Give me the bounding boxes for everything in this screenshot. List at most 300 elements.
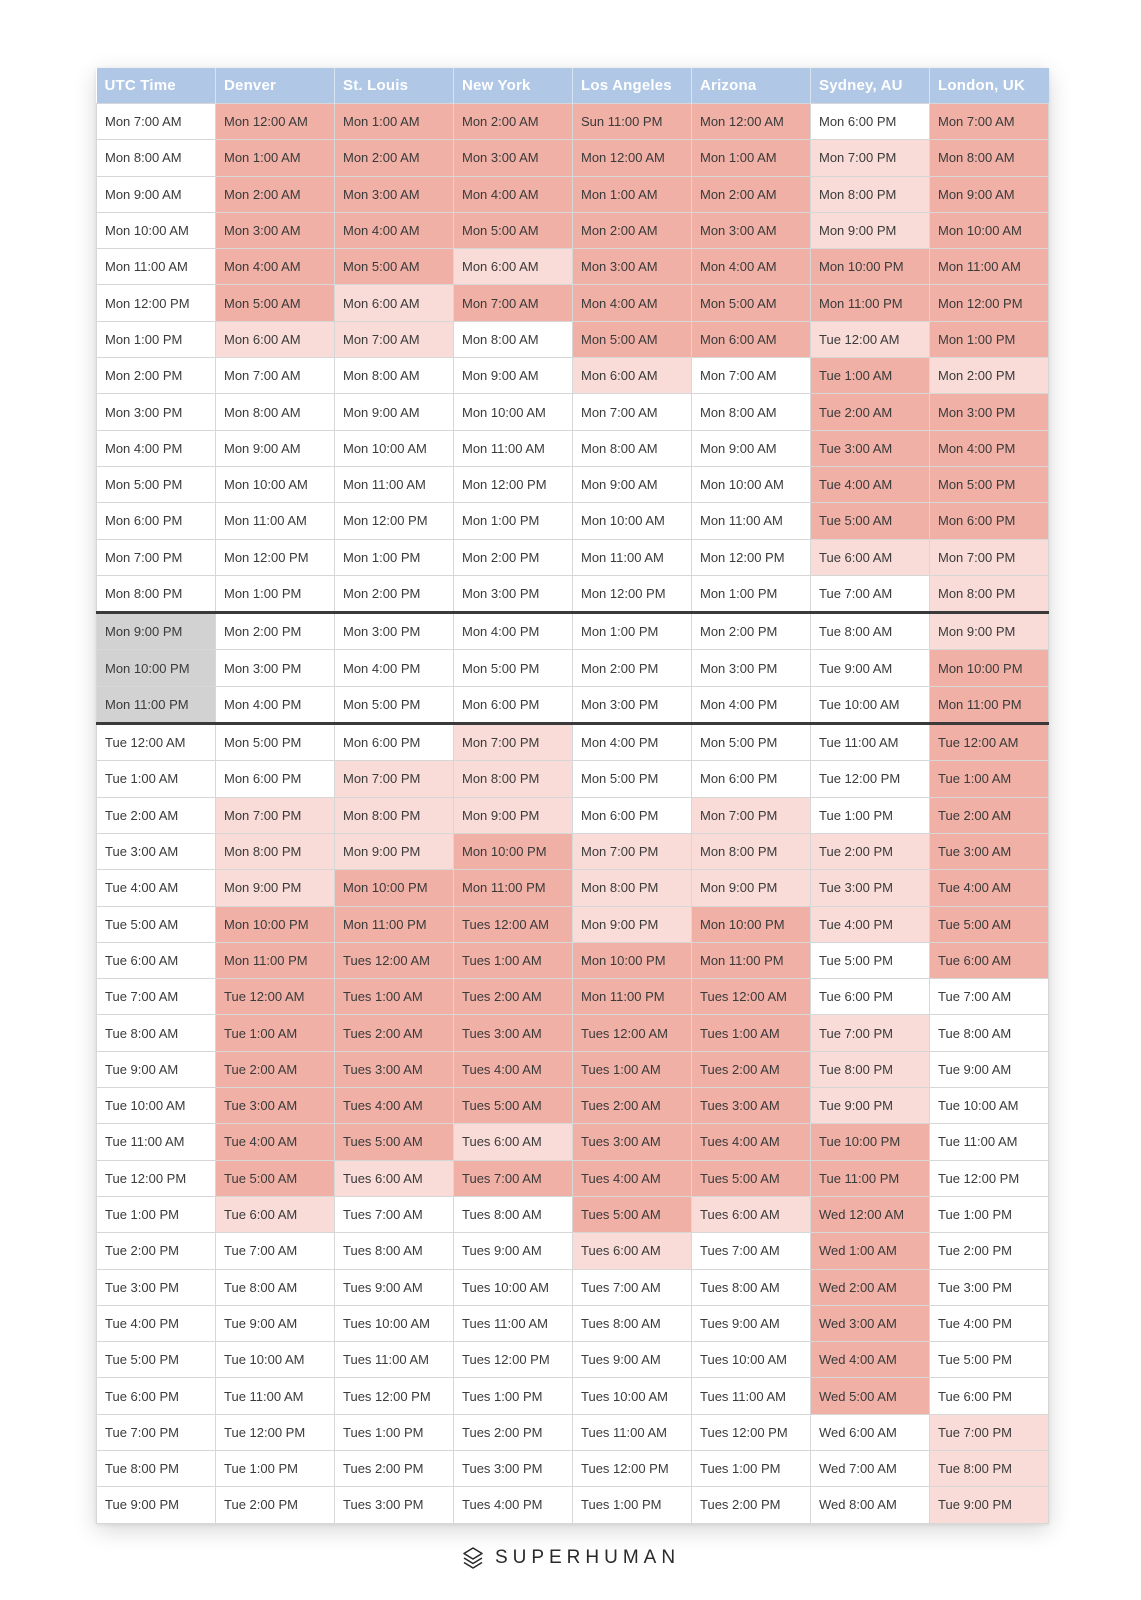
table-row [97, 613, 1049, 650]
local-time-cell: Tue 8:00 PM [930, 1450, 1049, 1486]
local-time-cell: Tue 2:00 AM [930, 797, 1049, 833]
table-row [97, 833, 1049, 869]
utc-time-cell: Tue 6:00 AM [97, 942, 216, 978]
utc-time-cell: Mon 12:00 PM [97, 285, 216, 321]
local-time-cell: Tues 3:00 AM [335, 1051, 454, 1087]
local-time-cell: Mon 6:00 AM [692, 321, 811, 357]
table-row [97, 104, 1049, 140]
local-time-cell: Mon 10:00 AM [692, 466, 811, 502]
local-time-cell: Wed 7:00 AM [811, 1450, 930, 1486]
local-time-cell: Tues 1:00 AM [335, 979, 454, 1015]
table-row [97, 358, 1049, 394]
local-time-cell: Mon 5:00 AM [335, 249, 454, 285]
utc-time-cell: Tue 12:00 AM [97, 724, 216, 761]
table-row [97, 503, 1049, 539]
local-time-cell: Mon 1:00 AM [335, 104, 454, 140]
local-time-cell: Tue 7:00 AM [811, 575, 930, 612]
local-time-cell: Mon 10:00 AM [454, 394, 573, 430]
utc-time-cell: Tue 4:00 PM [97, 1305, 216, 1341]
local-time-cell: Tues 4:00 AM [573, 1160, 692, 1196]
local-time-cell: Mon 2:00 PM [692, 613, 811, 650]
local-time-cell: Mon 8:00 PM [335, 797, 454, 833]
utc-time-cell: Mon 11:00 AM [97, 249, 216, 285]
local-time-cell: Tue 10:00 PM [811, 1124, 930, 1160]
local-time-cell: Mon 2:00 AM [216, 176, 335, 212]
local-time-cell: Tue 4:00 PM [811, 906, 930, 942]
table-row [97, 1015, 1049, 1051]
local-time-cell: Mon 8:00 PM [216, 833, 335, 869]
local-time-cell: Mon 6:00 AM [454, 249, 573, 285]
local-time-cell: Mon 9:00 PM [930, 613, 1049, 650]
local-time-cell: Tue 5:00 PM [811, 942, 930, 978]
local-time-cell: Tue 7:00 PM [811, 1015, 930, 1051]
header-utc-time: UTC Time [97, 68, 216, 104]
local-time-cell: Tue 9:00 AM [216, 1305, 335, 1341]
local-time-cell: Tue 12:00 AM [216, 979, 335, 1015]
utc-time-cell: Tue 10:00 AM [97, 1088, 216, 1124]
local-time-cell: Mon 6:00 PM [692, 761, 811, 797]
utc-time-cell: Tue 3:00 AM [97, 833, 216, 869]
local-time-cell: Mon 2:00 PM [216, 613, 335, 650]
local-time-cell: Tue 8:00 PM [811, 1051, 930, 1087]
utc-time-cell: Mon 1:00 PM [97, 321, 216, 357]
local-time-cell: Tues 4:00 PM [454, 1487, 573, 1523]
local-time-cell: Sun 11:00 PM [573, 104, 692, 140]
header-new-york: New York [454, 68, 573, 104]
local-time-cell: Mon 3:00 AM [454, 140, 573, 176]
local-time-cell: Mon 3:00 AM [335, 176, 454, 212]
local-time-cell: Tue 2:00 AM [811, 394, 930, 430]
table-row [97, 1088, 1049, 1124]
local-time-cell: Mon 1:00 PM [454, 503, 573, 539]
local-time-cell: Mon 8:00 PM [930, 575, 1049, 612]
local-time-cell: Mon 4:00 AM [692, 249, 811, 285]
local-time-cell: Mon 2:00 AM [335, 140, 454, 176]
local-time-cell: Tue 11:00 AM [216, 1378, 335, 1414]
utc-time-cell: Mon 2:00 PM [97, 358, 216, 394]
local-time-cell: Mon 4:00 PM [930, 430, 1049, 466]
local-time-cell: Mon 8:00 AM [573, 430, 692, 466]
local-time-cell: Tues 5:00 AM [692, 1160, 811, 1196]
local-time-cell: Tue 11:00 AM [811, 724, 930, 761]
local-time-cell: Mon 6:00 PM [573, 797, 692, 833]
local-time-cell: Tues 10:00 AM [335, 1305, 454, 1341]
local-time-cell: Mon 5:00 PM [930, 466, 1049, 502]
utc-time-cell: Tue 5:00 PM [97, 1342, 216, 1378]
local-time-cell: Tue 1:00 PM [811, 797, 930, 833]
table-row [97, 1124, 1049, 1160]
local-time-cell: Mon 10:00 PM [335, 870, 454, 906]
local-time-cell: Tues 1:00 PM [692, 1450, 811, 1486]
local-time-cell: Tue 3:00 PM [811, 870, 930, 906]
header-los-angeles: Los Angeles [573, 68, 692, 104]
local-time-cell: Mon 9:00 AM [454, 358, 573, 394]
local-time-cell: Tues 3:00 AM [692, 1088, 811, 1124]
local-time-cell: Tue 4:00 PM [930, 1305, 1049, 1341]
local-time-cell: Mon 4:00 AM [216, 249, 335, 285]
local-time-cell: Mon 6:00 AM [335, 285, 454, 321]
local-time-cell: Tue 5:00 AM [216, 1160, 335, 1196]
local-time-cell: Mon 5:00 AM [573, 321, 692, 357]
table-row [97, 906, 1049, 942]
utc-time-cell: Mon 10:00 AM [97, 212, 216, 248]
table-row [97, 394, 1049, 430]
local-time-cell: Tue 11:00 PM [811, 1160, 930, 1196]
local-time-cell: Tue 7:00 PM [930, 1414, 1049, 1450]
local-time-cell: Tue 8:00 AM [811, 613, 930, 650]
local-time-cell: Tues 3:00 PM [335, 1487, 454, 1523]
local-time-cell: Tues 8:00 AM [454, 1196, 573, 1232]
brand-name: SUPERHUMAN [494, 1547, 681, 1568]
local-time-cell: Mon 4:00 PM [573, 724, 692, 761]
local-time-cell: Mon 12:00 PM [692, 539, 811, 575]
local-time-cell: Mon 10:00 PM [811, 249, 930, 285]
local-time-cell: Mon 10:00 AM [930, 212, 1049, 248]
local-time-cell: Mon 5:00 PM [573, 761, 692, 797]
utc-time-cell: Tue 7:00 AM [97, 979, 216, 1015]
table-row [97, 1450, 1049, 1486]
local-time-cell: Tues 8:00 AM [692, 1269, 811, 1305]
local-time-cell: Mon 10:00 AM [216, 466, 335, 502]
local-time-cell: Tues 7:00 AM [335, 1196, 454, 1232]
table-row [97, 1487, 1049, 1523]
local-time-cell: Mon 9:00 PM [573, 906, 692, 942]
local-time-cell: Mon 1:00 PM [692, 575, 811, 612]
local-time-cell: Tues 7:00 AM [692, 1233, 811, 1269]
local-time-cell: Mon 8:00 AM [692, 394, 811, 430]
local-time-cell: Mon 3:00 PM [454, 575, 573, 612]
local-time-cell: Mon 2:00 PM [573, 650, 692, 686]
local-time-cell: Tues 3:00 PM [454, 1450, 573, 1486]
local-time-cell: Wed 4:00 AM [811, 1342, 930, 1378]
table-row [97, 539, 1049, 575]
local-time-cell: Tues 1:00 PM [573, 1487, 692, 1523]
table-row [97, 686, 1049, 723]
local-time-cell: Tue 9:00 AM [811, 650, 930, 686]
local-time-cell: Tue 11:00 AM [930, 1124, 1049, 1160]
local-time-cell: Mon 11:00 PM [573, 979, 692, 1015]
local-time-cell: Mon 1:00 AM [573, 176, 692, 212]
local-time-cell: Mon 8:00 AM [454, 321, 573, 357]
local-time-cell: Mon 7:00 PM [335, 761, 454, 797]
local-time-cell: Tue 1:00 PM [216, 1450, 335, 1486]
local-time-cell: Mon 6:00 PM [811, 104, 930, 140]
local-time-cell: Mon 3:00 AM [573, 249, 692, 285]
local-time-cell: Mon 12:00 PM [573, 575, 692, 612]
utc-time-cell: Mon 3:00 PM [97, 394, 216, 430]
local-time-cell: Mon 3:00 PM [216, 650, 335, 686]
local-time-cell: Wed 2:00 AM [811, 1269, 930, 1305]
table-row [97, 979, 1049, 1015]
local-time-cell: Mon 3:00 AM [692, 212, 811, 248]
local-time-cell: Tue 8:00 AM [216, 1269, 335, 1305]
local-time-cell: Mon 5:00 PM [692, 724, 811, 761]
table-row [97, 1342, 1049, 1378]
header-st-louis: St. Louis [335, 68, 454, 104]
local-time-cell: Mon 8:00 PM [811, 176, 930, 212]
table-row [97, 249, 1049, 285]
table-row [97, 176, 1049, 212]
local-time-cell: Tues 12:00 PM [573, 1450, 692, 1486]
local-time-cell: Mon 5:00 PM [454, 650, 573, 686]
table-row [97, 797, 1049, 833]
local-time-cell: Wed 5:00 AM [811, 1378, 930, 1414]
local-time-cell: Wed 8:00 AM [811, 1487, 930, 1523]
local-time-cell: Mon 8:00 AM [335, 358, 454, 394]
local-time-cell: Mon 5:00 AM [216, 285, 335, 321]
local-time-cell: Tues 12:00 AM [454, 906, 573, 942]
table-row [97, 1414, 1049, 1450]
local-time-cell: Mon 7:00 AM [573, 394, 692, 430]
local-time-cell: Tue 10:00 AM [216, 1342, 335, 1378]
local-time-cell: Mon 9:00 AM [930, 176, 1049, 212]
local-time-cell: Tues 11:00 AM [573, 1414, 692, 1450]
local-time-cell: Tues 9:00 AM [573, 1342, 692, 1378]
local-time-cell: Tue 8:00 AM [930, 1015, 1049, 1051]
local-time-cell: Tues 1:00 PM [335, 1414, 454, 1450]
utc-time-cell: Tue 12:00 PM [97, 1160, 216, 1196]
local-time-cell: Tue 12:00 AM [930, 724, 1049, 761]
local-time-cell: Mon 7:00 PM [811, 140, 930, 176]
local-time-cell: Tue 4:00 AM [811, 466, 930, 502]
local-time-cell: Tue 4:00 AM [216, 1124, 335, 1160]
utc-time-cell: Mon 9:00 PM [97, 613, 216, 650]
utc-time-cell: Mon 8:00 AM [97, 140, 216, 176]
local-time-cell: Tues 2:00 AM [692, 1051, 811, 1087]
local-time-cell: Mon 6:00 AM [216, 321, 335, 357]
local-time-cell: Tues 6:00 AM [454, 1124, 573, 1160]
local-time-cell: Tue 7:00 AM [216, 1233, 335, 1269]
local-time-cell: Tues 11:00 AM [692, 1378, 811, 1414]
local-time-cell: Tue 12:00 PM [216, 1414, 335, 1450]
utc-time-cell: Tue 5:00 AM [97, 906, 216, 942]
local-time-cell: Mon 9:00 AM [216, 430, 335, 466]
local-time-cell: Mon 2:00 AM [454, 104, 573, 140]
local-time-cell: Tue 4:00 AM [930, 870, 1049, 906]
local-time-cell: Mon 11:00 PM [454, 870, 573, 906]
local-time-cell: Tue 12:00 PM [930, 1160, 1049, 1196]
local-time-cell: Mon 12:00 PM [454, 466, 573, 502]
local-time-cell: Tue 2:00 PM [811, 833, 930, 869]
local-time-cell: Mon 11:00 AM [573, 539, 692, 575]
local-time-cell: Mon 6:00 PM [454, 686, 573, 723]
local-time-cell: Mon 7:00 PM [692, 797, 811, 833]
utc-time-cell: Mon 9:00 AM [97, 176, 216, 212]
local-time-cell: Mon 5:00 AM [692, 285, 811, 321]
local-time-cell: Mon 9:00 PM [692, 870, 811, 906]
local-time-cell: Tues 3:00 AM [573, 1124, 692, 1160]
local-time-cell: Tues 10:00 AM [692, 1342, 811, 1378]
local-time-cell: Tues 12:00 PM [692, 1414, 811, 1450]
table-row [97, 650, 1049, 686]
local-time-cell: Mon 1:00 PM [216, 575, 335, 612]
local-time-cell: Tue 5:00 PM [930, 1342, 1049, 1378]
utc-time-cell: Tue 4:00 AM [97, 870, 216, 906]
utc-time-cell: Tue 8:00 AM [97, 1015, 216, 1051]
local-time-cell: Tue 10:00 AM [930, 1088, 1049, 1124]
local-time-cell: Mon 8:00 PM [692, 833, 811, 869]
local-time-cell: Mon 11:00 AM [930, 249, 1049, 285]
local-time-cell: Tues 5:00 AM [454, 1088, 573, 1124]
local-time-cell: Mon 9:00 AM [335, 394, 454, 430]
utc-time-cell: Mon 4:00 PM [97, 430, 216, 466]
local-time-cell: Mon 10:00 PM [692, 906, 811, 942]
local-time-cell: Mon 9:00 AM [692, 430, 811, 466]
local-time-cell: Mon 11:00 AM [216, 503, 335, 539]
local-time-cell: Tue 1:00 AM [930, 761, 1049, 797]
local-time-cell: Mon 2:00 PM [335, 575, 454, 612]
superhuman-logo-icon [461, 1546, 485, 1570]
local-time-cell: Tue 5:00 AM [811, 503, 930, 539]
local-time-cell: Wed 3:00 AM [811, 1305, 930, 1341]
table-row [97, 285, 1049, 321]
local-time-cell: Mon 10:00 AM [573, 503, 692, 539]
local-time-cell: Tues 2:00 AM [454, 979, 573, 1015]
table-row [97, 1051, 1049, 1087]
header-row [97, 68, 1049, 104]
utc-time-cell: Mon 7:00 PM [97, 539, 216, 575]
local-time-cell: Mon 11:00 AM [454, 430, 573, 466]
local-time-cell: Mon 10:00 PM [454, 833, 573, 869]
local-time-cell: Mon 12:00 AM [692, 104, 811, 140]
local-time-cell: Tues 5:00 AM [335, 1124, 454, 1160]
local-time-cell: Tues 6:00 AM [335, 1160, 454, 1196]
local-time-cell: Mon 12:00 AM [216, 104, 335, 140]
local-time-cell: Mon 4:00 AM [573, 285, 692, 321]
local-time-cell: Mon 8:00 AM [930, 140, 1049, 176]
local-time-cell: Mon 7:00 PM [573, 833, 692, 869]
table-row [97, 1269, 1049, 1305]
local-time-cell: Mon 4:00 PM [692, 686, 811, 723]
local-time-cell: Mon 10:00 PM [573, 942, 692, 978]
local-time-cell: Tues 10:00 AM [573, 1378, 692, 1414]
local-time-cell: Tues 1:00 PM [454, 1378, 573, 1414]
local-time-cell: Mon 4:00 PM [335, 650, 454, 686]
local-time-cell: Mon 7:00 AM [335, 321, 454, 357]
local-time-cell: Tues 12:00 AM [573, 1015, 692, 1051]
utc-time-cell: Tue 7:00 PM [97, 1414, 216, 1450]
header-london: London, UK [930, 68, 1049, 104]
local-time-cell: Mon 3:00 PM [573, 686, 692, 723]
local-time-cell: Mon 3:00 PM [930, 394, 1049, 430]
header-arizona: Arizona [692, 68, 811, 104]
local-time-cell: Tues 11:00 AM [454, 1305, 573, 1341]
local-time-cell: Tues 9:00 AM [335, 1269, 454, 1305]
utc-time-cell: Tue 1:00 AM [97, 761, 216, 797]
table-row [97, 140, 1049, 176]
header-denver: Denver [216, 68, 335, 104]
local-time-cell: Mon 3:00 AM [216, 212, 335, 248]
table-row [97, 1305, 1049, 1341]
utc-time-cell: Tue 6:00 PM [97, 1378, 216, 1414]
local-time-cell: Tue 1:00 PM [930, 1196, 1049, 1232]
local-time-cell: Tues 11:00 AM [335, 1342, 454, 1378]
local-time-cell: Tues 1:00 AM [454, 942, 573, 978]
table-row [97, 724, 1049, 761]
table-row [97, 575, 1049, 612]
local-time-cell: Mon 9:00 PM [335, 833, 454, 869]
timezone-table [96, 68, 1049, 1524]
local-time-cell: Tue 2:00 AM [216, 1051, 335, 1087]
utc-time-cell: Mon 7:00 AM [97, 104, 216, 140]
local-time-cell: Tues 7:00 AM [454, 1160, 573, 1196]
local-time-cell: Mon 7:00 AM [692, 358, 811, 394]
local-time-cell: Tue 3:00 AM [811, 430, 930, 466]
local-time-cell: Mon 11:00 PM [692, 942, 811, 978]
local-time-cell: Mon 7:00 AM [930, 104, 1049, 140]
local-time-cell: Mon 9:00 PM [454, 797, 573, 833]
utc-time-cell: Tue 9:00 AM [97, 1051, 216, 1087]
local-time-cell: Mon 9:00 AM [573, 466, 692, 502]
utc-time-cell: Tue 8:00 PM [97, 1450, 216, 1486]
local-time-cell: Tue 6:00 AM [930, 942, 1049, 978]
local-time-cell: Tue 9:00 PM [930, 1487, 1049, 1523]
local-time-cell: Mon 2:00 AM [692, 176, 811, 212]
local-time-cell: Mon 10:00 PM [216, 906, 335, 942]
local-time-cell: Tue 6:00 PM [930, 1378, 1049, 1414]
local-time-cell: Mon 1:00 PM [573, 613, 692, 650]
local-time-cell: Mon 12:00 PM [216, 539, 335, 575]
local-time-cell: Tue 6:00 AM [216, 1196, 335, 1232]
local-time-cell: Tues 12:00 PM [454, 1342, 573, 1378]
local-time-cell: Mon 7:00 PM [930, 539, 1049, 575]
local-time-cell: Mon 11:00 PM [811, 285, 930, 321]
local-time-cell: Tues 2:00 PM [335, 1450, 454, 1486]
local-time-cell: Tues 9:00 AM [454, 1233, 573, 1269]
local-time-cell: Mon 9:00 PM [216, 870, 335, 906]
local-time-cell: Mon 7:00 AM [454, 285, 573, 321]
local-time-cell: Tue 3:00 AM [216, 1088, 335, 1124]
local-time-cell: Mon 9:00 PM [811, 212, 930, 248]
table-row [97, 466, 1049, 502]
local-time-cell: Mon 2:00 PM [454, 539, 573, 575]
local-time-cell: Tues 3:00 AM [454, 1015, 573, 1051]
local-time-cell: Mon 11:00 PM [216, 942, 335, 978]
local-time-cell: Tue 10:00 AM [811, 686, 930, 723]
local-time-cell: Tue 3:00 AM [930, 833, 1049, 869]
local-time-cell: Mon 2:00 AM [573, 212, 692, 248]
local-time-cell: Tues 4:00 AM [454, 1051, 573, 1087]
local-time-cell: Mon 11:00 PM [335, 906, 454, 942]
local-time-cell: Mon 6:00 PM [930, 503, 1049, 539]
local-time-cell: Tue 6:00 AM [811, 539, 930, 575]
local-time-cell: Tues 1:00 AM [573, 1051, 692, 1087]
local-time-cell: Tue 9:00 AM [930, 1051, 1049, 1087]
utc-time-cell: Mon 8:00 PM [97, 575, 216, 612]
local-time-cell: Mon 7:00 PM [454, 724, 573, 761]
utc-time-cell: Tue 11:00 AM [97, 1124, 216, 1160]
local-time-cell: Mon 3:00 PM [692, 650, 811, 686]
local-time-cell: Mon 6:00 PM [216, 761, 335, 797]
local-time-cell: Mon 10:00 PM [930, 650, 1049, 686]
local-time-cell: Mon 2:00 PM [930, 358, 1049, 394]
timezone-table-container [96, 68, 1049, 1524]
utc-time-cell: Mon 10:00 PM [97, 650, 216, 686]
local-time-cell: Mon 5:00 PM [335, 686, 454, 723]
local-time-cell: Tues 12:00 AM [335, 942, 454, 978]
table-row [97, 870, 1049, 906]
local-time-cell: Tue 2:00 PM [930, 1233, 1049, 1269]
local-time-cell: Tues 8:00 AM [335, 1233, 454, 1269]
local-time-cell: Mon 11:00 AM [335, 466, 454, 502]
utc-time-cell: Tue 1:00 PM [97, 1196, 216, 1232]
local-time-cell: Mon 6:00 AM [573, 358, 692, 394]
local-time-cell: Tue 12:00 PM [811, 761, 930, 797]
local-time-cell: Mon 10:00 AM [335, 430, 454, 466]
local-time-cell: Mon 1:00 AM [216, 140, 335, 176]
local-time-cell: Tue 5:00 AM [930, 906, 1049, 942]
table-row [97, 1378, 1049, 1414]
